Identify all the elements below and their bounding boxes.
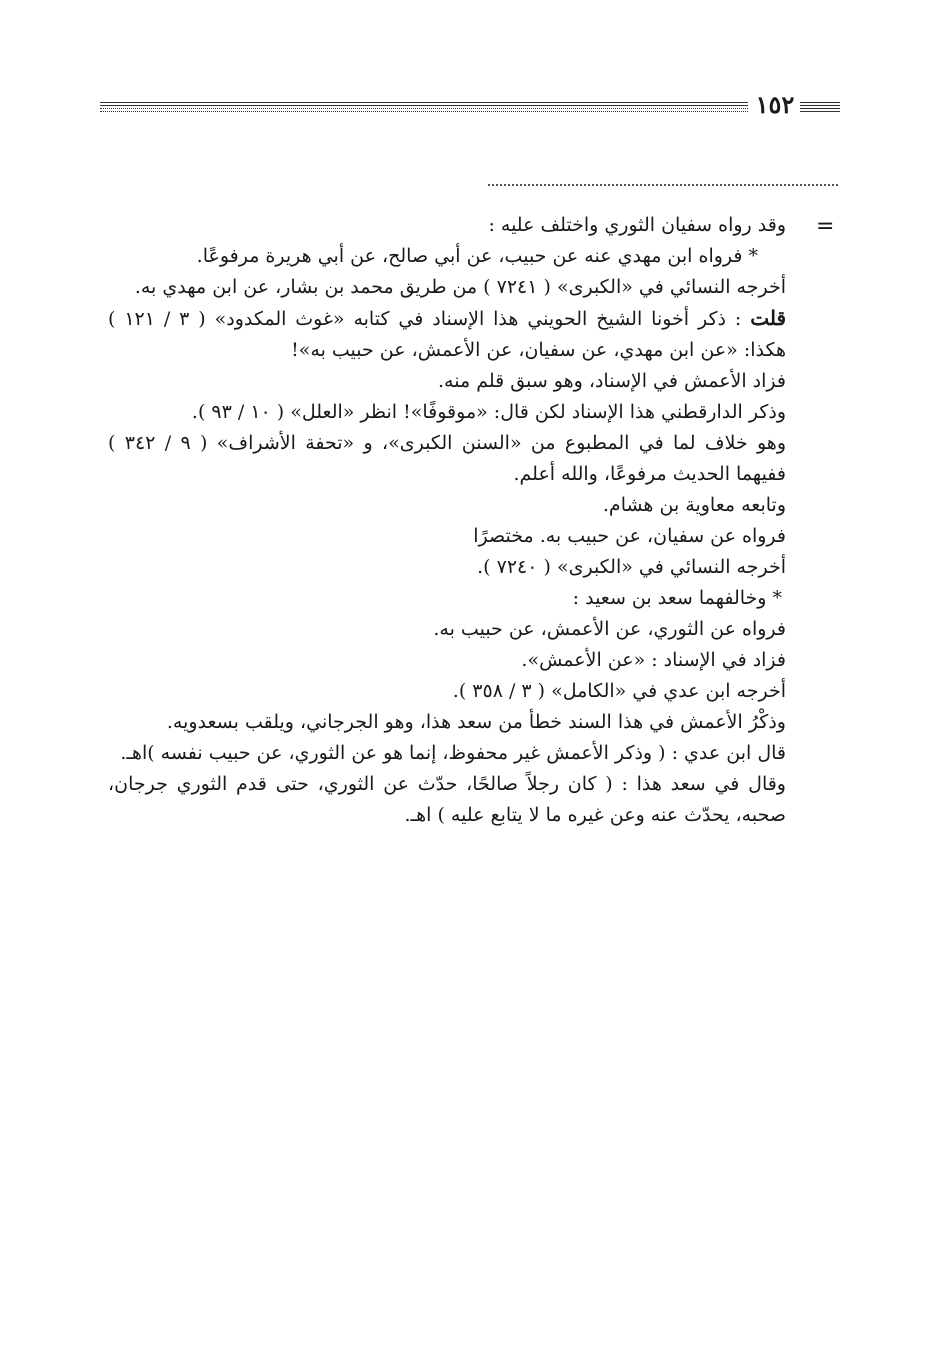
paragraph: فزاد الأعمش في الإسناد، وهو سبق قلم منه. [438,370,786,392]
paragraph-text: : ذكر أخونا الشيخ الحويني هذا الإسناد في كتابه «غوث المكدود» ( ٣ / ١٢١ ) هكذا: «عن ابن مهدي، عن سفيان، عن الأعمش، عن حبيب به»! [108,308,786,361]
paragraph: فرواه عن الثوري، عن الأعمش، عن حبيب به. [433,618,786,640]
paragraph: وقال في سعد هذا : ( كان رجلاً صالحًا، حدّث عن الثوري، حتى قدم الثوري جرجان، صحبه، يحدّث عنه وعن غيره ما لا يتابع عليه ) اهـ. [108,773,786,826]
paragraph: قال ابن عدي : ( وذكر الأعمش غير محفوظ، إنما هو عن الثوري، عن حبيب نفسه )اهـ. [120,742,786,764]
continuation-mark: = [816,214,835,239]
page-number: ١٥٢ [755,90,795,119]
paragraph: وتابعه معاوية بن هشام. [602,494,786,516]
paragraph: أخرجه النسائي في «الكبرى» ( ٧٢٤١ ) من طريق محمد بن بشار، عن ابن مهدي به. [134,276,786,298]
header-rule-left [100,102,748,113]
paragraph: أخرجه النسائي في «الكبرى» ( ٧٢٤٠ ). [477,556,786,578]
paragraph: وذكْرُ الأعمش في هذا السند خطأ من سعد هذا، وهو الجرجاني، ويلقب بسعدويه. [166,711,786,733]
page-header [100,90,840,126]
paragraph: وهو خلاف لما في المطبوع من «السنن الكبرى»، و «تحفة الأشراف» ( ٩ / ٣٤٢ ) ففيهما الحديث مرفوعًا، والله أعلم. [108,432,787,485]
paragraph: فرواه عن سفيان، عن حبيب به. مختصرًا [473,525,786,547]
footnote-separator [488,184,838,186]
header-rule-right [800,102,840,113]
paragraph: * فرواه ابن مهدي عنه عن حبيب، عن أبي صالح، عن أبي هريرة مرفوعًا. [196,245,758,267]
paragraph: وذكر الدارقطني هذا الإسناد لكن قال: «موقوفًا»! انظر «العلل» ( ١٠ / ٩٣ ). [191,401,786,423]
paragraph [108,303,786,366]
paragraph: وقد رواه سفيان الثوري واختلف عليه : [488,214,786,236]
footnote-body [108,210,786,831]
paragraph: أخرجه ابن عدي في «الكامل» ( ٣ / ٣٥٨ ). [452,680,786,702]
paragraph: فزاد في الإسناد : «عن الأعمش». [521,649,786,671]
paragraph: * وخالفهما سعد بن سعيد : [572,587,782,609]
qultu-label: قلت [750,306,787,330]
